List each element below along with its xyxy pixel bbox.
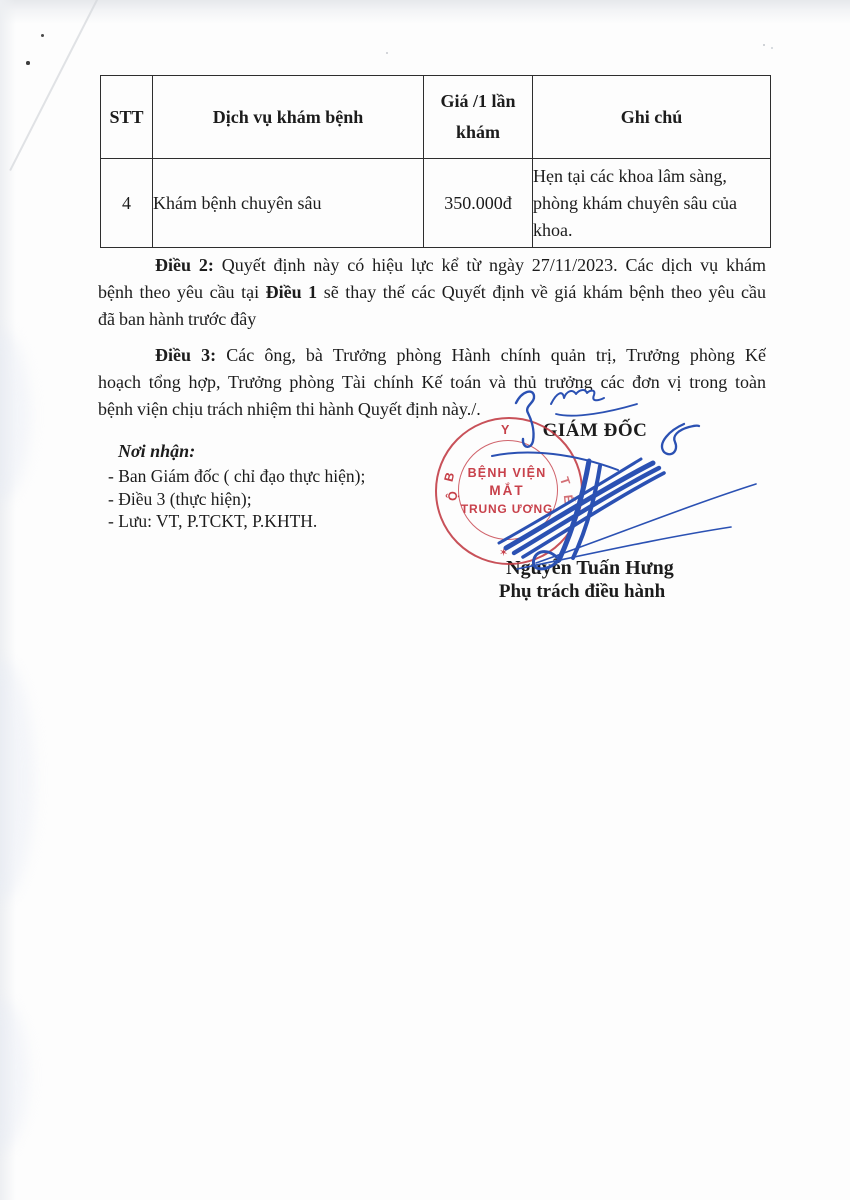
stamp-ring-letter: Y — [501, 423, 510, 437]
header-price — [424, 76, 533, 159]
text-run: bệnh viện chịu trách nhiệm thi hành Quyết định này./. — [98, 399, 481, 419]
scan-top-shadow — [0, 0, 850, 24]
article-1-reference: Điều 1 — [265, 282, 318, 302]
signer-position-title: GIÁM ĐỐC — [542, 420, 648, 441]
text-run: sẽ thay thế các Quyết định về giá khám bệnh theo yêu cầu — [317, 282, 766, 302]
header-price-line2: khám — [455, 122, 500, 142]
header-note: Ghi chú — [533, 76, 771, 159]
recipients-title: Nơi nhận: — [118, 441, 196, 461]
cell-service: Khám bệnh chuyên sâu — [153, 159, 424, 248]
stamp-ring-letter: B — [441, 470, 458, 484]
scan-speck — [41, 34, 44, 37]
cell-price: 350.000đ — [424, 159, 533, 248]
recipient-item: - Lưu: VT, P.TCKT, P.KHTH. — [108, 511, 318, 531]
signer-role: Phụ trách điều hành — [498, 581, 666, 602]
cell-stt: 4 — [101, 159, 153, 248]
fee-table — [100, 75, 771, 248]
scan-crease-line — [9, 0, 100, 171]
fee-table-row — [101, 159, 771, 248]
recipients-block — [108, 441, 365, 533]
text-run: hoạch tổng hợp, Trưởng phòng Tài chính Kế toán và thủ trưởng các đơn vị trong toàn — [98, 372, 766, 392]
note-line: phòng khám chuyên sâu của — [533, 192, 737, 213]
signature-ink — [420, 375, 780, 585]
stamp-ring-letter: Ộ — [445, 490, 461, 502]
header-stt: STT — [101, 76, 153, 159]
scan-artifact — [0, 330, 30, 500]
recipient-item: - Điều 3 (thực hiện); — [108, 488, 252, 509]
scan-speck — [386, 52, 388, 54]
text-run: Quyết định này có hiệu lực kể từ ngày 27/11/2023. Các dịch vụ khám — [213, 255, 766, 275]
text-line — [98, 252, 766, 279]
stamp-star-icon: ✶ — [499, 547, 509, 559]
stamp-hospital-line: MẮT — [489, 483, 525, 498]
signer-name: Nguyễn Tuấn Hưng — [506, 557, 674, 579]
article-3-label: Điều 3: — [155, 345, 217, 365]
fee-table-header-row — [101, 76, 771, 159]
stamp-ring-letter: Ế — [560, 494, 576, 504]
text-run: Các ông, bà Trưởng phòng Hành chính quản trị, Trưởng phòng Kế — [216, 345, 766, 365]
stamp-hospital-line: TRUNG ƯƠNG — [460, 502, 554, 516]
header-service: Dịch vụ khám bệnh — [153, 76, 424, 159]
scan-artifact — [0, 660, 34, 900]
scan-speck — [771, 47, 773, 49]
text-line — [98, 306, 766, 333]
scan-artifact — [0, 1000, 28, 1150]
cell-note — [533, 159, 771, 248]
note-line: khoa. — [533, 219, 573, 240]
stamp-hospital-line: BỆNH VIỆN — [467, 466, 547, 480]
scan-speck — [26, 61, 30, 65]
text-line — [98, 279, 766, 306]
scan-speck — [763, 44, 765, 46]
text-run: bệnh theo yêu cầu tại — [98, 282, 266, 302]
header-price-line1: Giá /1 lần — [440, 91, 516, 111]
stamp-ring-letter: T — [556, 475, 573, 487]
article-2-paragraph — [98, 252, 766, 333]
text-line — [98, 342, 766, 369]
article-2-label: Điều 2: — [155, 255, 214, 275]
recipient-item: - Ban Giám đốc ( chỉ đạo thực hiện); — [108, 466, 366, 486]
text-run: đã ban hành trước đây — [98, 309, 257, 329]
note-line: Hẹn tại các khoa lâm sàng, — [533, 165, 727, 186]
